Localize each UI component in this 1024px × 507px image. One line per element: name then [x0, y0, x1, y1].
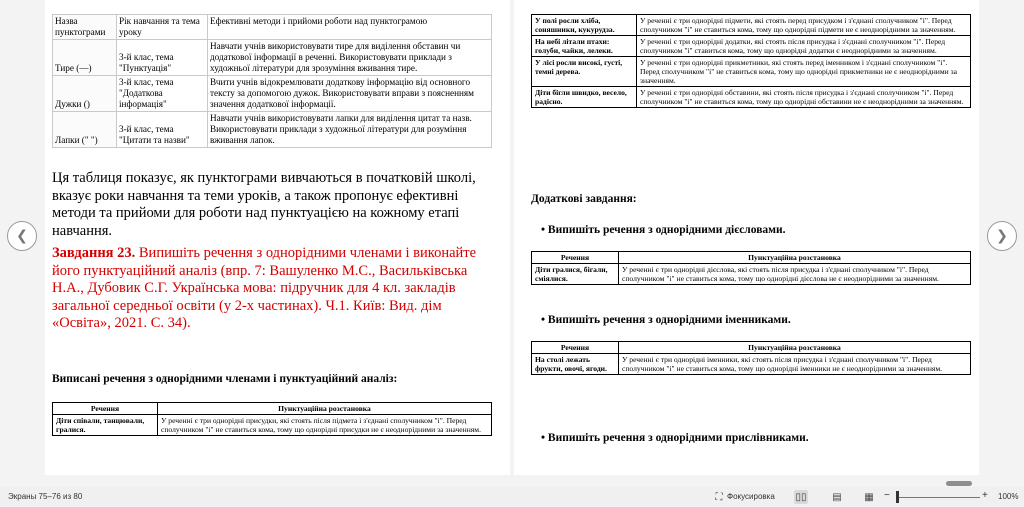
- status-bar: [0, 487, 1024, 507]
- table-cell: 3-й клас, тема "Додаткова інформація": [117, 76, 208, 112]
- reading-mode-icon[interactable]: ▯▯: [795, 491, 807, 503]
- sentence-cell: На небі літали птахи: голуби, чайки, лелеки.: [532, 36, 637, 57]
- table-row: [53, 112, 492, 148]
- page-right: [514, 0, 979, 475]
- sentence-cell: У лісі росли високі, густі, темні дерева.: [532, 57, 637, 87]
- table-header-row: [53, 403, 492, 415]
- punctogram-table: [52, 14, 492, 148]
- column-header-sentence: Речення: [532, 342, 619, 354]
- table-cell: Навчати учнів використовувати лапки для виділення цитат та назв. Використовувати приклади з художньої літератури для розуміння вживання лапок.: [208, 112, 492, 148]
- focus-icon: ⛶: [715, 491, 723, 503]
- column-header-analysis: Пунктуаційна розстановка: [619, 342, 971, 354]
- table-row: [532, 264, 971, 285]
- analysis-table: [52, 402, 492, 436]
- table-row: [532, 87, 971, 108]
- table-cell: Лапки (" "): [53, 112, 117, 148]
- table-header-row: [53, 15, 492, 40]
- table-header-cell: Ефективні методи і прийоми роботи над пунктограмою: [208, 15, 492, 40]
- table-cell: Дужки (): [53, 76, 117, 112]
- column-header-analysis: Пунктуаційна розстановка: [158, 403, 492, 415]
- task-text: Випишіть речення з однорідними членами і виконайте його пунктуаційний аналіз (впр. 7: Вашуленко М.С., Васильківська Н.А., Дубовик С.Г. Українська мова: підручник для 4 кл. закладів загальної середньої освіти (у 2-х частинах). Ч.1. Київ: Вид. дім «Освіта», 2021. С. 34).: [52, 245, 477, 331]
- task-label: Завдання 23.: [52, 245, 136, 261]
- table-cell: Тире (—): [53, 40, 117, 76]
- sentence-cell: У полі росли хліба, соняшники, кукурудза.: [532, 15, 637, 36]
- table-row: [532, 57, 971, 87]
- analysis-cell: У реченні є три однорідні дієслова, які стоять після присудка і з'єднані сполучником "і". Перед сполучником "і" не ставиться кома, тому що однорідні дієслова не є неоднорідними за значенням.: [619, 264, 971, 285]
- bullet-adverbs-text: Випишіть речення з однорідними прислівниками.: [547, 432, 809, 444]
- zoom-level: 100%: [998, 492, 1019, 501]
- bullet-verbs: • Випишіть речення з однорідними дієсловами.: [541, 224, 786, 236]
- table-row: [532, 354, 971, 375]
- verbs-table: [531, 251, 971, 285]
- next-page-button[interactable]: [987, 221, 1017, 251]
- column-header-sentence: Речення: [532, 252, 619, 264]
- chevron-right-icon: ❯: [996, 228, 1008, 244]
- zoom-out-button[interactable]: −: [884, 490, 890, 501]
- bullet-nouns: • Випишіть речення з однорідними іменниками.: [541, 314, 791, 326]
- analysis-cell: У реченні є три однорідні додатки, які стоять після присудка і з'єднані сполучником "і". Перед сполучником "і" ставиться кома, тому що однорідні додатки є неоднорідними за значенням.: [637, 36, 971, 57]
- previous-page-button[interactable]: [7, 221, 37, 251]
- analysis-table-continued: [531, 14, 971, 108]
- zoom-slider-track[interactable]: [896, 497, 980, 498]
- table-cell: 3-й клас, тема "Цитати та назви": [117, 112, 208, 148]
- analysis-heading: Виписані речення з однорідними членами і пунктуаційний аналіз:: [52, 373, 398, 385]
- bullet-verbs-text: Випишіть речення з однорідними дієсловами.: [547, 224, 786, 236]
- zoom-slider-thumb[interactable]: [896, 491, 899, 503]
- screen-counter: Экраны 75–76 из 80: [8, 492, 83, 501]
- table-row: [532, 15, 971, 36]
- table-header-cell: Назва пунктограми: [53, 15, 117, 40]
- table-header-row: [532, 252, 971, 264]
- chevron-left-icon: ❮: [16, 228, 28, 244]
- table-cell: 3-й клас, тема "Пунктуація": [117, 40, 208, 76]
- analysis-cell: У реченні є три однорідні прикметники, які стоять перед іменником і з'єднані сполучником "і". Перед сполучником "і" не ставиться кома, тому що однорідні прикметники не є неоднорідними за значенням.: [637, 57, 971, 87]
- sentence-cell: На столі лежать фрукти, овочі, ягоди.: [532, 354, 619, 375]
- table-cell: Вчити учнів відокремлювати додаткову інформацію від основного тексту за допомогою дужок. Використовувати вправи з поясненням значення додаткової інформації.: [208, 76, 492, 112]
- page-left: [45, 0, 510, 475]
- bullet-nouns-text: Випишіть речення з однорідними іменниками.: [547, 314, 791, 326]
- zoom-in-button[interactable]: +: [982, 490, 988, 501]
- sentence-cell: Діти співали, танцювали, гралися.: [53, 415, 158, 436]
- print-layout-icon[interactable]: ▤: [832, 491, 842, 503]
- focus-button[interactable]: Фокусировка: [727, 492, 775, 501]
- table-row: [53, 76, 492, 112]
- summary-paragraph: Ця таблиця показує, як пунктограми вивчаються в початковій школі, вказує роки навчання та теми уроків, а також пропонує ефективні методи та прийоми для роботи над пунктуацією на кожному етапі навчання.: [52, 170, 476, 239]
- table-header-cell: Рік навчання та тема уроку: [117, 15, 208, 40]
- analysis-cell: У реченні є три однорідні присудки, які стоять після підмета і з'єднані сполучником "і". Перед сполучником "і" не ставиться кома, тому що однорідні присудки не є неоднорідними за значенням.: [158, 415, 492, 436]
- table-header-row: [532, 342, 971, 354]
- analysis-cell: У реченні є три однорідні іменники, які стоять після присудка і з'єднані сполучником "і". Перед сполучником "і" не ставиться кома, тому що однорідні іменники не є неоднорідними за значенням.: [619, 354, 971, 375]
- extra-tasks-heading: Додаткові завдання:: [531, 193, 637, 205]
- sentence-cell: Діти бігли швидко, весело, радісно.: [532, 87, 637, 108]
- horizontal-scrollbar[interactable]: [946, 481, 972, 486]
- table-row: [53, 40, 492, 76]
- bullet-adverbs: • Випишіть речення з однорідними прислівниками.: [541, 432, 809, 444]
- column-header-sentence: Речення: [53, 403, 158, 415]
- analysis-cell: У реченні є три однорідні обставини, які стоять після присудка і з'єднані сполучником "і". Перед сполучником "і" не ставиться кома, тому що однорідні обставини не є неоднорідними за значенням.: [637, 87, 971, 108]
- table-row: [532, 36, 971, 57]
- sentence-cell: Діти гралися, бігали, сміялися.: [532, 264, 619, 285]
- table-cell: Навчати учнів використовувати тире для виділення обставин чи додаткової інформації в реченні. Використовувати приклади з художньої літератури для зрозуміння вживання тире.: [208, 40, 492, 76]
- table-row: [53, 415, 492, 436]
- column-header-analysis: Пунктуаційна розстановка: [619, 252, 971, 264]
- nouns-table: [531, 341, 971, 375]
- task-paragraph: [52, 245, 502, 333]
- web-layout-icon[interactable]: ▦: [864, 491, 874, 503]
- analysis-cell: У реченні є три однорідні підмети, які стоять перед присудком і з'єднані сполучником "і". Перед сполучником "і" не ставиться кома, тому що однорідні підмети не є неоднорідними за значенням.: [637, 15, 971, 36]
